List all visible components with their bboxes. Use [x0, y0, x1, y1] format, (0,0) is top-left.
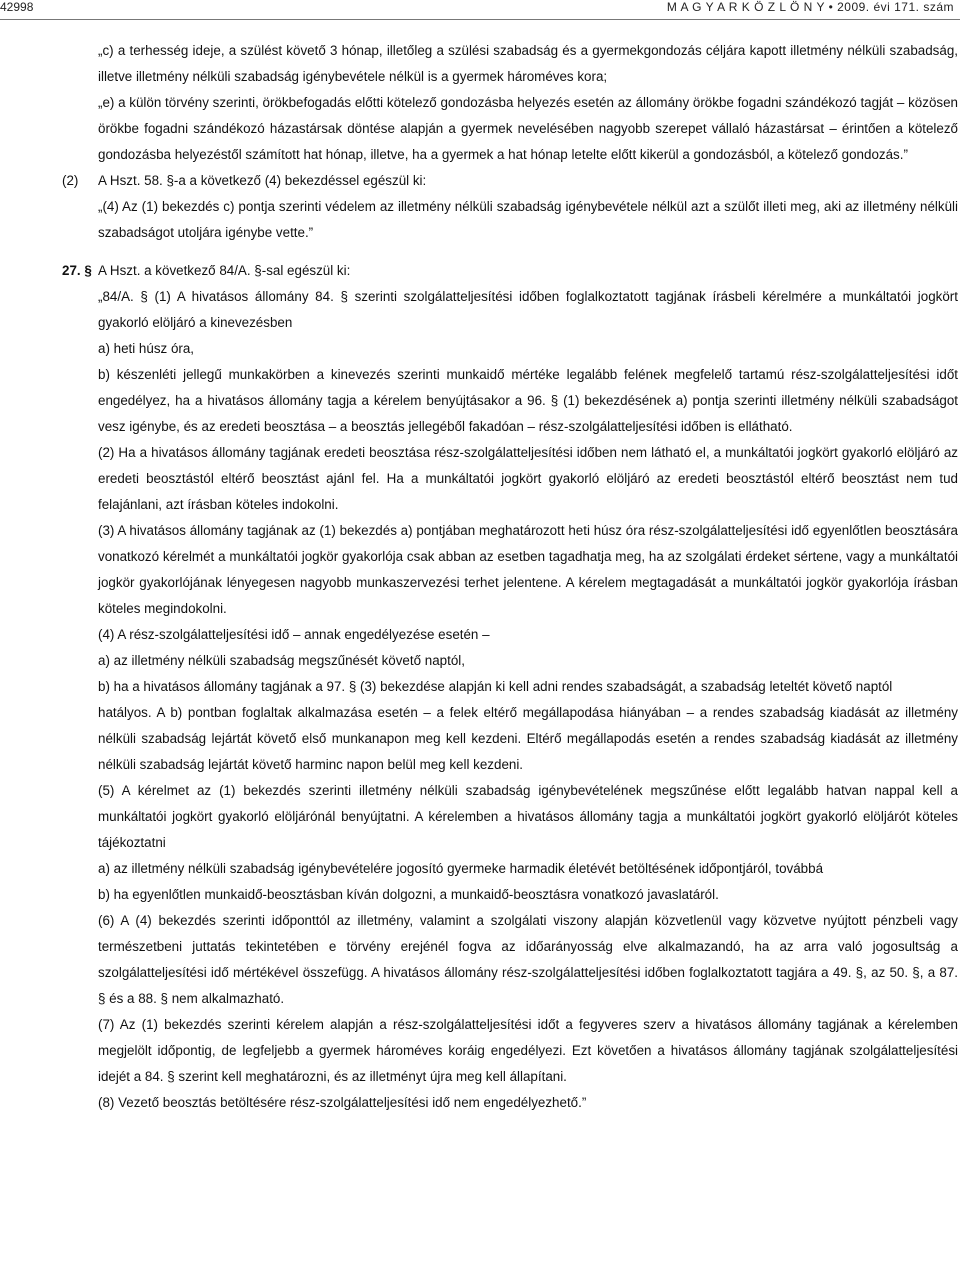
article-84a-5: (5) A kérelmet az (1) bekezdés szerinti illetmény nélküli szabadság igénybevételének megszűnése előtt legalább hatvan nappal kell a munkáltatói jogkört gyakorló elöljárónál benyújtatni. A kérelemben a hivatásos állomány tagja a munkáltatói jogkört gyakorló elöljárót köteles tájékoztatni	[98, 783, 958, 850]
article-84a-4-tail: hatályos. A b) pontban foglaltak alkalmazása esetén – a felek eltérő megállapodása hiányában – a rendes szabadság kiadását az illetmény nélküli szabadság lejártát követő első munkanapon meg kell kezdeni. Eltérő megállapodás esetén a rendes szabadság kiadását az illetmény nélküli szabadság lejártát követő harminc napon belül meg kell kezdeni.	[98, 705, 958, 772]
article-84a-2: (2) Ha a hivatásos állomány tagjának eredeti beosztása rész-szolgálatteljesítési időben nem látható el, a munkáltatói jogkört gyakorló elöljáró az eredeti beosztástól eltérő beosztást ajánl fel. Ha a munkáltatói jogkört gyakorló elöljáró az eredeti beosztástól eltérő beosztást nem tud felajánlani, azt írásban köteles indokolni.	[98, 445, 958, 512]
paragraph-c: „c) a terhesség ideje, a szülést követő 3 hónap, illetőleg a szülési szabadság és a gyermekgondozás céljára kapott illetmény nélküli szabadság, illetve illetmény nélküli szabadság igénybevétele nélkül is a gyermek hároméves kora;	[98, 43, 958, 84]
article-84a-4-a: a) az illetmény nélküli szabadság megszűnését követő naptól,	[98, 653, 465, 668]
header-divider	[0, 19, 960, 20]
article-84a-4: (4) A rész-szolgálatteljesítési idő – annak engedélyezése esetén –	[98, 627, 490, 642]
section-27	[0, 258, 960, 284]
article-84a-3: (3) A hivatásos állomány tagjának az (1) bekezdés a) pontjában meghatározott heti húsz óra rész-szolgálatteljesítési idő egyenlőtlen beosztására vonatkozó kérelmét a munkáltatói jogkör gyakorlója csak abban az esetben tagadhatja meg, ha az szolgálati érdeket sértene, vagy a munkáltatói jogkör gyakorlójának lényegesen nagyobb munkaszervezési terhet jelentene. A kérelem megtagadását a munkáltatói jogkör gyakorlója írásban köteles megindokolni.	[98, 523, 958, 616]
subsection-number: (2)	[62, 173, 79, 188]
subsection-2	[0, 168, 960, 194]
paragraph-e: „e) a külön törvény szerinti, örökbefogadás előtti kötelező gondozásba helyezés esetén az állomány örökbe fogadni szándékozó tagját – közösen örökbe fogadni szándékozó házastársak döntése alapján a gyermek nevelésében nagyobb szerepet vállaló házastársat – érintően a kötelező gondozásba helyezéstől számított hat hónap, illetve, ha a gyermek a hat hónap letelte előtt kikerül a gondozásból, a kötelező gondozás.”	[98, 95, 958, 162]
article-84a-4-b: b) ha a hivatásos állomány tagjának a 97. § (3) bekezdése alapján ki kell adni rendes szabadságát, a szabadság leteltét követő naptól	[98, 679, 893, 694]
article-84a-6: (6) A (4) bekezdés szerinti időponttól az illetmény, valamint a szolgálati viszony alapján közvetlenül vagy közvetve nyújtott pénzbeli vagy természetbeni juttatás tekintetében e törvény erejénél fogva az időarányosság elve alkalmazandó, ha az arra való jogosultság a szolgálatteljesítési idő mértékével összefügg. A hivatásos állomány rész-szolgálatteljesítési időben foglalkoztatott tagjára a 49. §, az 50. §, a 87. § és a 88. § nem alkalmazható.	[98, 913, 958, 1006]
page-number: 42998	[0, 0, 34, 14]
section-27-text: A Hszt. a következő 84/A. §-sal egészül ki:	[98, 263, 351, 278]
quoted-amendment-58: „(4) Az (1) bekezdés c) pontja szerinti védelem az illetmény nélküli szabadság igénybevétele nélkül azt a szülőt illeti meg, aki az illetmény nélküli szabadságot utoljára igénybe vette.”	[98, 199, 958, 240]
journal-title: M A G Y A R K Ö Z L Ö N Y • 2009. évi 171. szám	[666, 0, 954, 14]
page-header	[0, 0, 960, 22]
document-body	[0, 38, 960, 1116]
article-84a-7: (7) Az (1) bekezdés szerinti kérelem alapján a rész-szolgálatteljesítési időt a fegyveres szerv a hivatásos állomány tagjának a kérelemben megjelölt időpontig, de legfeljebb a gyermek hároméves koráig engedélyezi. Ezt követően a hivatásos állomány tagjának szolgálatteljesítési idejét a 84. § szerint kell meghatározni, és az illetményt újra meg kell állapítani.	[98, 1017, 958, 1084]
article-84a-5-a: a) az illetmény nélküli szabadság igénybevételére jogosító gyermeke harmadik életévét betöltésének időpontjáról, továbbá	[98, 861, 824, 876]
article-84a-1-a: a) heti húsz óra,	[98, 341, 195, 356]
subsection-2-text: A Hszt. 58. §-a a következő (4) bekezdéssel egészül ki:	[98, 173, 427, 188]
article-84a-1: „84/A. § (1) A hivatásos állomány 84. § szerinti szolgálatteljesítési időben foglalkoztatott tagjának írásbeli kérelmére a munkáltatói jogkört gyakorló elöljáró a kinevezésben	[98, 289, 958, 330]
article-84a-1-b: b) készenléti jellegű munkakörben a kinevezés szerinti munkaidő mértéke legalább felének megfelelő tartamú rész-szolgálatteljesítési időt engedélyez, ha a hivatásos állomány tagja a kérelem benyújtásakor a 96. § (1) bekezdésének a) pontja szerinti illetmény nélküli szabadságot vesz igénybe, és az eredeti beosztása – a beosztás jellegéből fakadóan – rész-szolgálatteljesítési időben is ellátható.	[98, 367, 958, 434]
section-number: 27. §	[62, 263, 92, 278]
article-84a-8: (8) Vezető beosztás betöltésére rész-szolgálatteljesítési idő nem engedélyezhető.”	[98, 1095, 587, 1110]
article-84a-5-b: b) ha egyenlőtlen munkaidő-beosztásban kíván dolgozni, a munkaidő-beosztásra vonatkozó javaslatáról.	[98, 887, 719, 902]
